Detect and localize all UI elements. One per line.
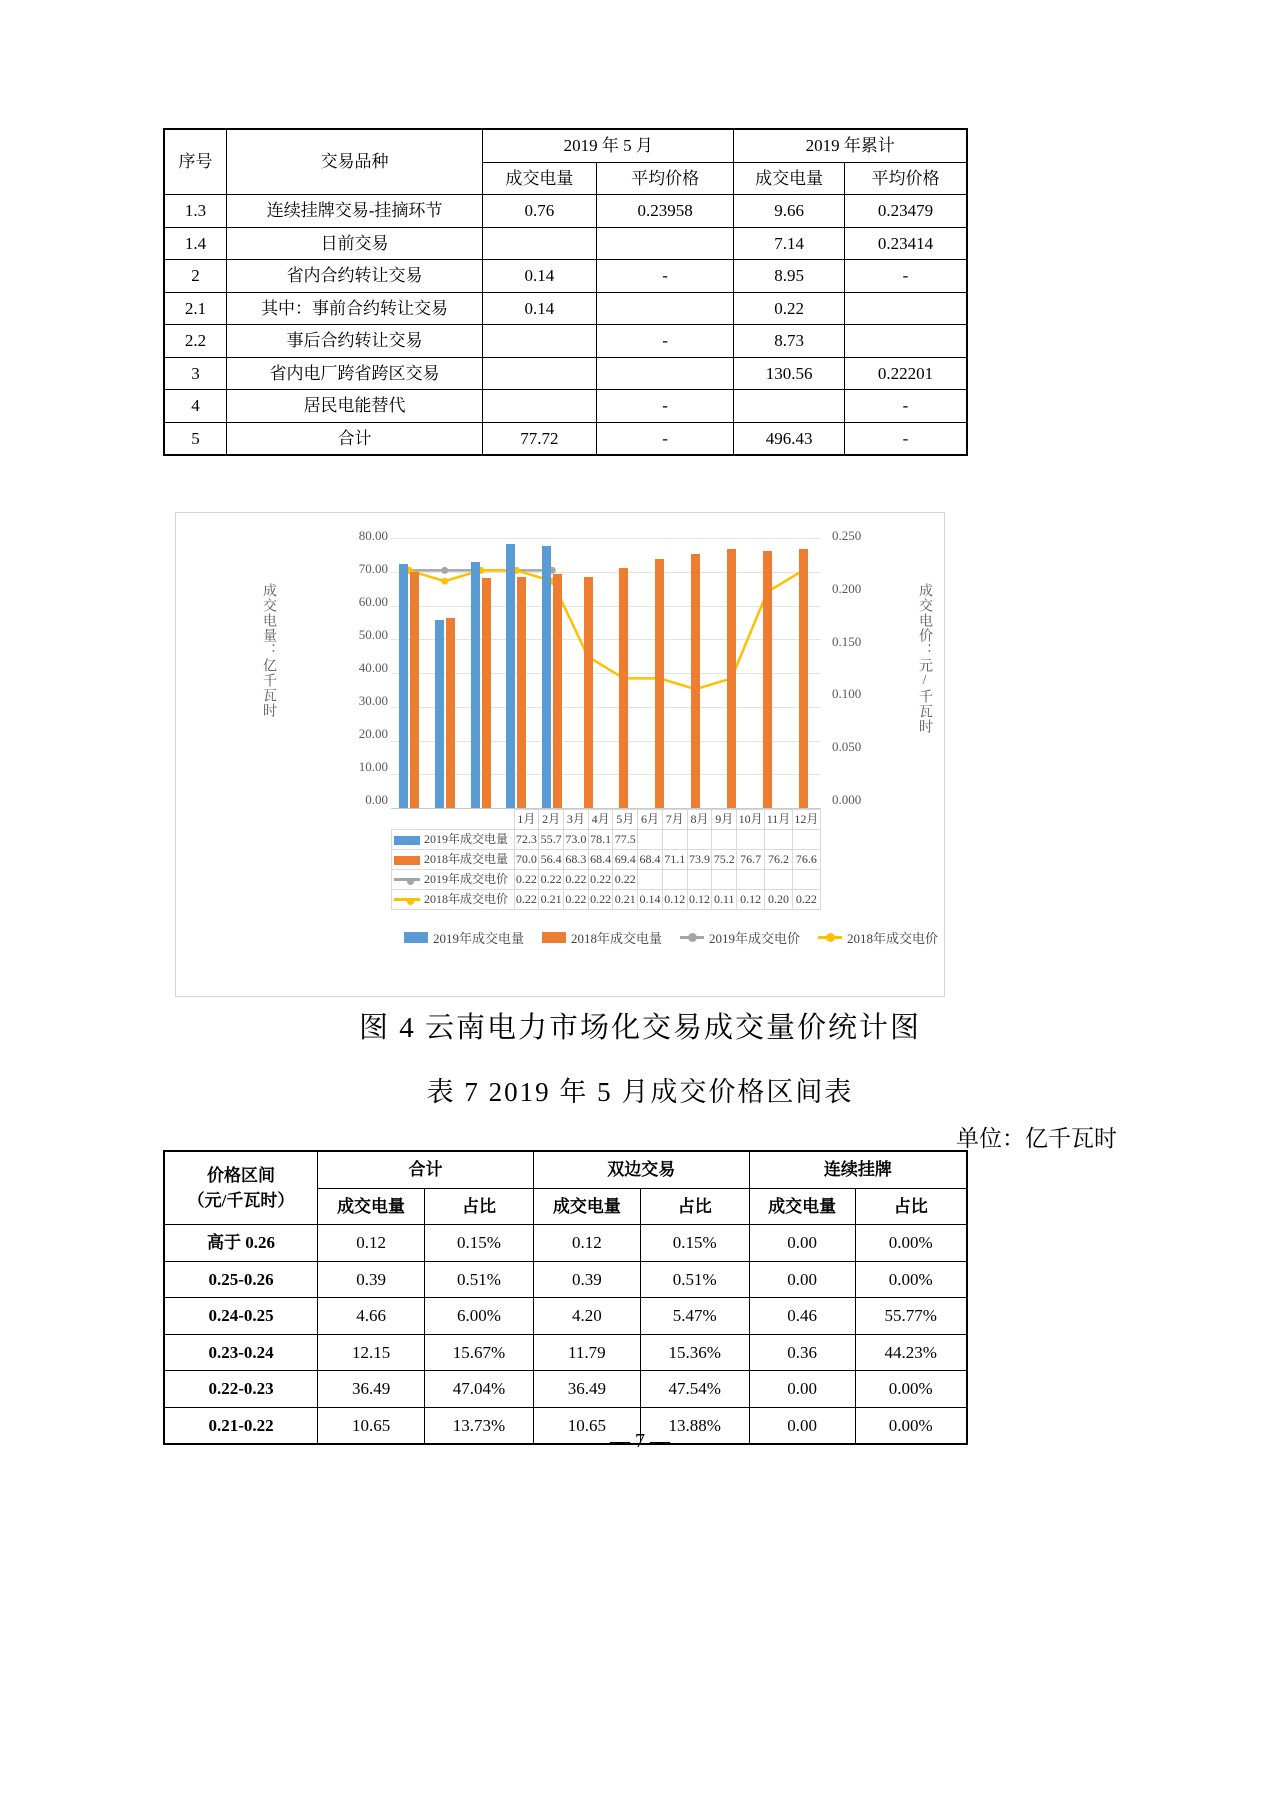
cell-variety: 连续挂牌交易-挂摘环节	[227, 195, 483, 228]
header-price-range-unit: （元/千瓦时）	[187, 1191, 295, 1210]
cell-total-volume: 0.39	[318, 1261, 425, 1298]
chart-data-row	[392, 890, 821, 910]
chart-series-name: 2018年成交电价	[424, 892, 509, 906]
tick-label: 80.00	[358, 528, 388, 543]
cell-total-volume: 4.66	[318, 1298, 425, 1335]
chart-point	[441, 578, 448, 585]
header-total-share: 占比	[425, 1188, 534, 1225]
cell-total-volume: 36.49	[318, 1371, 425, 1408]
chart-x-label: 3月	[563, 810, 588, 830]
table-row	[164, 357, 967, 390]
legend-item	[818, 928, 938, 947]
chart-x-label: 12月	[792, 810, 820, 830]
cell-may-volume	[483, 227, 597, 260]
chart-value: 0.21	[539, 890, 564, 910]
chart-series-name: 2019年成交电价	[424, 872, 509, 886]
tick-label: 50.00	[358, 627, 388, 642]
chart-bar-2018	[482, 578, 491, 809]
chart-value	[662, 830, 687, 850]
figure-caption: 图 4 云南电力市场化交易成交量价统计图	[358, 1012, 921, 1044]
cell-bilateral-volume: 36.49	[533, 1371, 640, 1408]
chart-data-header-row	[392, 810, 821, 830]
chart-bar-2019	[399, 564, 408, 808]
chart-x-label: 7月	[662, 810, 687, 830]
tick-label: 30.00	[358, 693, 388, 708]
chart-value: 68.4	[588, 850, 613, 870]
cell-may-volume	[483, 325, 597, 358]
header-cum-volume: 成交电量	[734, 162, 845, 195]
chart-value	[712, 830, 737, 850]
cell-listing-volume: 0.00	[749, 1261, 855, 1298]
header-total-volume: 成交电量	[318, 1188, 425, 1225]
chart-value: 0.12	[687, 890, 712, 910]
chart-value: 0.22	[514, 870, 539, 890]
legend-item	[542, 928, 662, 947]
tick-label: 0.200	[832, 581, 862, 596]
chart-data-table	[391, 809, 821, 910]
chart-value: 0.22	[563, 890, 588, 910]
cell-cum-price: 0.23414	[844, 227, 967, 260]
cell-may-volume	[483, 357, 597, 390]
header-price-range-main: 价格区间	[207, 1165, 276, 1185]
price-range-table	[163, 1150, 968, 1445]
legend-item	[404, 928, 524, 947]
chart-value: 0.22	[792, 890, 820, 910]
chart-value: 72.3	[514, 830, 539, 850]
page-number: — 7 —	[610, 1430, 670, 1452]
cell-total-share: 47.04%	[425, 1371, 534, 1408]
cell-listing-share: 0.00%	[855, 1407, 967, 1444]
tick-label: 10.00	[358, 759, 388, 774]
chart-bar-2018	[446, 618, 455, 808]
cell-bilateral-volume: 11.79	[533, 1334, 640, 1371]
chart-value	[638, 870, 663, 890]
chart-bar-2018	[553, 574, 562, 808]
cell-cum-price: 0.22201	[844, 357, 967, 390]
chart-bar-2018	[763, 551, 772, 808]
chart-bar-2019	[435, 620, 444, 808]
cell-seq: 2.1	[164, 292, 227, 325]
chart-value: 76.6	[792, 850, 820, 870]
cell-cum-volume: 7.14	[734, 227, 845, 260]
table-row	[164, 1298, 967, 1335]
cell-cum-volume: 130.56	[734, 357, 845, 390]
chart-value	[765, 870, 793, 890]
cell-may-price: 0.23958	[596, 195, 734, 228]
cell-bilateral-volume: 0.39	[533, 1261, 640, 1298]
cell-total-share: 13.73%	[425, 1407, 534, 1444]
chart-bar-2019	[542, 546, 551, 808]
cell-listing-share: 0.00%	[855, 1261, 967, 1298]
cell-price-range: 高于 0.26	[164, 1225, 318, 1262]
chart-x-label: 9月	[712, 810, 737, 830]
tick-label: 0.150	[832, 634, 862, 649]
legend-label: 2018年成交电价	[847, 931, 939, 946]
cell-price-range: 0.24-0.25	[164, 1298, 318, 1335]
header-cum-price: 平均价格	[844, 162, 967, 195]
cell-listing-volume: 0.00	[749, 1407, 855, 1444]
cell-seq: 4	[164, 390, 227, 423]
table-row	[164, 227, 967, 260]
cell-seq: 2.2	[164, 325, 227, 358]
cell-seq: 1.3	[164, 195, 227, 228]
table-row	[164, 195, 967, 228]
cell-bilateral-share: 0.51%	[640, 1261, 749, 1298]
header-group-may: 2019 年 5 月	[483, 129, 734, 162]
cell-cum-price	[844, 292, 967, 325]
chart-value: 0.22	[514, 890, 539, 910]
header-may-price: 平均价格	[596, 162, 734, 195]
chart-value: 0.22	[588, 870, 613, 890]
chart-series-name: 2018年成交电量	[424, 852, 509, 866]
cell-seq: 5	[164, 422, 227, 455]
header-price-range	[164, 1151, 318, 1225]
cell-total-share: 15.67%	[425, 1334, 534, 1371]
cell-seq: 3	[164, 357, 227, 390]
cell-price-range: 0.22-0.23	[164, 1371, 318, 1408]
chart-bar-2018	[619, 568, 628, 808]
unit-note: 单位：亿千瓦时	[956, 1126, 1117, 1151]
cell-price-range: 0.25-0.26	[164, 1261, 318, 1298]
chart-data-row	[392, 870, 821, 890]
tick-label: 70.00	[358, 561, 388, 576]
chart-x-label: 4月	[588, 810, 613, 830]
cell-seq: 2	[164, 260, 227, 293]
cell-total-share: 0.51%	[425, 1261, 534, 1298]
cell-cum-volume: 0.22	[734, 292, 845, 325]
chart-value: 70.0	[514, 850, 539, 870]
cell-cum-volume: 8.95	[734, 260, 845, 293]
chart-value: 68.3	[563, 850, 588, 870]
cell-total-share: 0.15%	[425, 1225, 534, 1262]
chart-y-axis-label-right: 成交电价：元/千瓦时	[917, 583, 932, 734]
cell-price-range: 0.21-0.22	[164, 1407, 318, 1444]
chart-x-label: 2月	[539, 810, 564, 830]
cell-listing-share: 0.00%	[855, 1225, 967, 1262]
cell-cum-price: -	[844, 390, 967, 423]
cell-listing-share: 44.23%	[855, 1334, 967, 1371]
cell-bilateral-share: 5.47%	[640, 1298, 749, 1335]
chart-data-row	[392, 850, 821, 870]
cell-may-price	[596, 292, 734, 325]
chart-value: 78.1	[588, 830, 613, 850]
chart-bar-2018	[584, 577, 593, 808]
cell-bilateral-share: 13.88%	[640, 1407, 749, 1444]
cell-seq: 1.4	[164, 227, 227, 260]
cell-total-volume: 10.65	[318, 1407, 425, 1444]
tick-label: 40.00	[358, 660, 388, 675]
chart-value: 73.0	[563, 830, 588, 850]
tick-label: 20.00	[358, 726, 388, 741]
chart-bar-2018	[727, 549, 736, 808]
cell-may-price: -	[596, 260, 734, 293]
chart-point	[441, 567, 448, 574]
cell-bilateral-share: 15.36%	[640, 1334, 749, 1371]
header-listing-share: 占比	[855, 1188, 967, 1225]
chart-value	[765, 830, 793, 850]
cell-bilateral-volume: 4.20	[533, 1298, 640, 1335]
cell-variety: 居民电能替代	[227, 390, 483, 423]
chart-value: 56.4	[539, 850, 564, 870]
chart-bar-2018	[799, 549, 808, 808]
chart-y-ticks-right	[826, 529, 886, 817]
cell-variety: 省内合约转让交易	[227, 260, 483, 293]
tick-label: 0.00	[365, 792, 388, 807]
header-may-volume: 成交电量	[483, 162, 597, 195]
chart-value: 0.22	[539, 870, 564, 890]
header-bilateral-share: 占比	[640, 1188, 749, 1225]
chart-value: 76.2	[765, 850, 793, 870]
chart-value	[687, 830, 712, 850]
chart-value: 0.20	[765, 890, 793, 910]
chart-value: 73.9	[687, 850, 712, 870]
tick-label: 60.00	[358, 594, 388, 609]
chart-value	[737, 870, 765, 890]
cell-may-volume: 0.14	[483, 260, 597, 293]
chart-x-label: 1月	[514, 810, 539, 830]
tick-label: 0.100	[832, 686, 862, 701]
chart-value: 0.21	[613, 890, 638, 910]
chart-value: 0.12	[737, 890, 765, 910]
chart-series-name: 2019年成交电量	[424, 832, 509, 846]
table-row	[164, 1334, 967, 1371]
chart-line-layer	[391, 538, 821, 808]
table-header-row	[164, 1151, 967, 1188]
trade-variety-table	[163, 128, 968, 456]
chart-value: 76.7	[737, 850, 765, 870]
chart-value: 77.5	[613, 830, 638, 850]
cell-listing-volume: 0.36	[749, 1334, 855, 1371]
cell-listing-volume: 0.46	[749, 1298, 855, 1335]
tick-label: 0.250	[832, 528, 862, 543]
cell-listing-share: 55.77%	[855, 1298, 967, 1335]
table-row	[164, 325, 967, 358]
cell-cum-volume: 9.66	[734, 195, 845, 228]
chart-line-2018	[409, 570, 803, 689]
cell-bilateral-volume: 10.65	[533, 1407, 640, 1444]
cell-cum-price: -	[844, 422, 967, 455]
chart-value	[792, 870, 820, 890]
header-variety: 交易品种	[227, 129, 483, 195]
table-row	[164, 1225, 967, 1262]
cell-cum-volume: 496.43	[734, 422, 845, 455]
cell-listing-share: 0.00%	[855, 1371, 967, 1408]
cell-cum-price: -	[844, 260, 967, 293]
cell-total-volume: 0.12	[318, 1225, 425, 1262]
header-listing-volume: 成交电量	[749, 1188, 855, 1225]
chart-value	[712, 870, 737, 890]
cell-variety: 合计	[227, 422, 483, 455]
cell-price-range: 0.23-0.24	[164, 1334, 318, 1371]
header-bilateral-volume: 成交电量	[533, 1188, 640, 1225]
tick-label: 0.000	[832, 792, 862, 807]
header-listing: 连续挂牌	[749, 1151, 967, 1188]
chart-value	[737, 830, 765, 850]
cell-cum-volume: 8.73	[734, 325, 845, 358]
chart-x-label: 11月	[765, 810, 793, 830]
chart-bar-2018	[655, 559, 664, 808]
cell-cum-price: 0.23479	[844, 195, 967, 228]
cell-may-volume	[483, 390, 597, 423]
cell-may-price: -	[596, 422, 734, 455]
cell-may-price	[596, 227, 734, 260]
cell-may-price	[596, 357, 734, 390]
chart-value: 0.22	[563, 870, 588, 890]
table-row	[164, 1371, 967, 1408]
cell-may-price: -	[596, 390, 734, 423]
chart-value: 71.1	[662, 850, 687, 870]
chart-value	[662, 870, 687, 890]
chart-value: 0.11	[712, 890, 737, 910]
table7-caption: 表 7 2019 年 5 月成交价格区间表	[426, 1077, 854, 1107]
transaction-volume-price-chart	[175, 512, 945, 997]
chart-bar-2019	[471, 562, 480, 808]
cell-bilateral-share: 47.54%	[640, 1371, 749, 1408]
header-seq: 序号	[164, 129, 227, 195]
chart-value	[792, 830, 820, 850]
chart-x-label: 10月	[737, 810, 765, 830]
cell-total-volume: 12.15	[318, 1334, 425, 1371]
legend-item	[680, 928, 800, 947]
cell-cum-volume	[734, 390, 845, 423]
cell-listing-volume: 0.00	[749, 1225, 855, 1262]
header-group-cumulative: 2019 年累计	[734, 129, 967, 162]
cell-cum-price	[844, 325, 967, 358]
table-row	[164, 260, 967, 293]
chart-value: 0.14	[638, 890, 663, 910]
chart-value: 0.22	[588, 890, 613, 910]
cell-variety: 其中：事前合约转让交易	[227, 292, 483, 325]
chart-data-row	[392, 830, 821, 850]
cell-bilateral-share: 0.15%	[640, 1225, 749, 1262]
table-row	[164, 1261, 967, 1298]
chart-plot-area	[391, 538, 821, 808]
chart-bar-2018	[691, 554, 700, 808]
chart-bar-2019	[506, 544, 515, 808]
chart-value	[687, 870, 712, 890]
chart-bar-2018	[517, 577, 526, 808]
header-total: 合计	[318, 1151, 534, 1188]
cell-may-volume: 0.14	[483, 292, 597, 325]
header-bilateral: 双边交易	[533, 1151, 749, 1188]
table-row	[164, 292, 967, 325]
table-row	[164, 422, 967, 455]
legend-label: 2019年成交电价	[709, 931, 801, 946]
cell-listing-volume: 0.00	[749, 1371, 855, 1408]
chart-value: 55.7	[539, 830, 564, 850]
chart-legend	[391, 928, 951, 947]
chart-y-axis-label-left: 成交电量：亿千瓦时	[261, 583, 276, 718]
cell-may-volume: 77.72	[483, 422, 597, 455]
legend-label: 2019年成交电量	[432, 931, 524, 946]
chart-value: 69.4	[613, 850, 638, 870]
tick-label: 0.050	[832, 739, 862, 754]
cell-may-volume: 0.76	[483, 195, 597, 228]
legend-label: 2018年成交电量	[570, 931, 662, 946]
chart-y-ticks-left	[326, 529, 388, 817]
chart-value	[638, 830, 663, 850]
cell-bilateral-volume: 0.12	[533, 1225, 640, 1262]
chart-value: 0.22	[613, 870, 638, 890]
chart-x-label: 5月	[613, 810, 638, 830]
cell-may-price: -	[596, 325, 734, 358]
chart-value: 75.2	[712, 850, 737, 870]
cell-variety: 事后合约转让交易	[227, 325, 483, 358]
cell-variety: 省内电厂跨省跨区交易	[227, 357, 483, 390]
cell-total-share: 6.00%	[425, 1298, 534, 1335]
table-row	[164, 390, 967, 423]
chart-value: 68.4	[638, 850, 663, 870]
chart-x-label: 6月	[638, 810, 663, 830]
cell-variety: 日前交易	[227, 227, 483, 260]
table-header-row	[164, 129, 967, 162]
chart-bar-2018	[410, 572, 419, 808]
chart-x-label: 8月	[687, 810, 712, 830]
chart-value: 0.12	[662, 890, 687, 910]
